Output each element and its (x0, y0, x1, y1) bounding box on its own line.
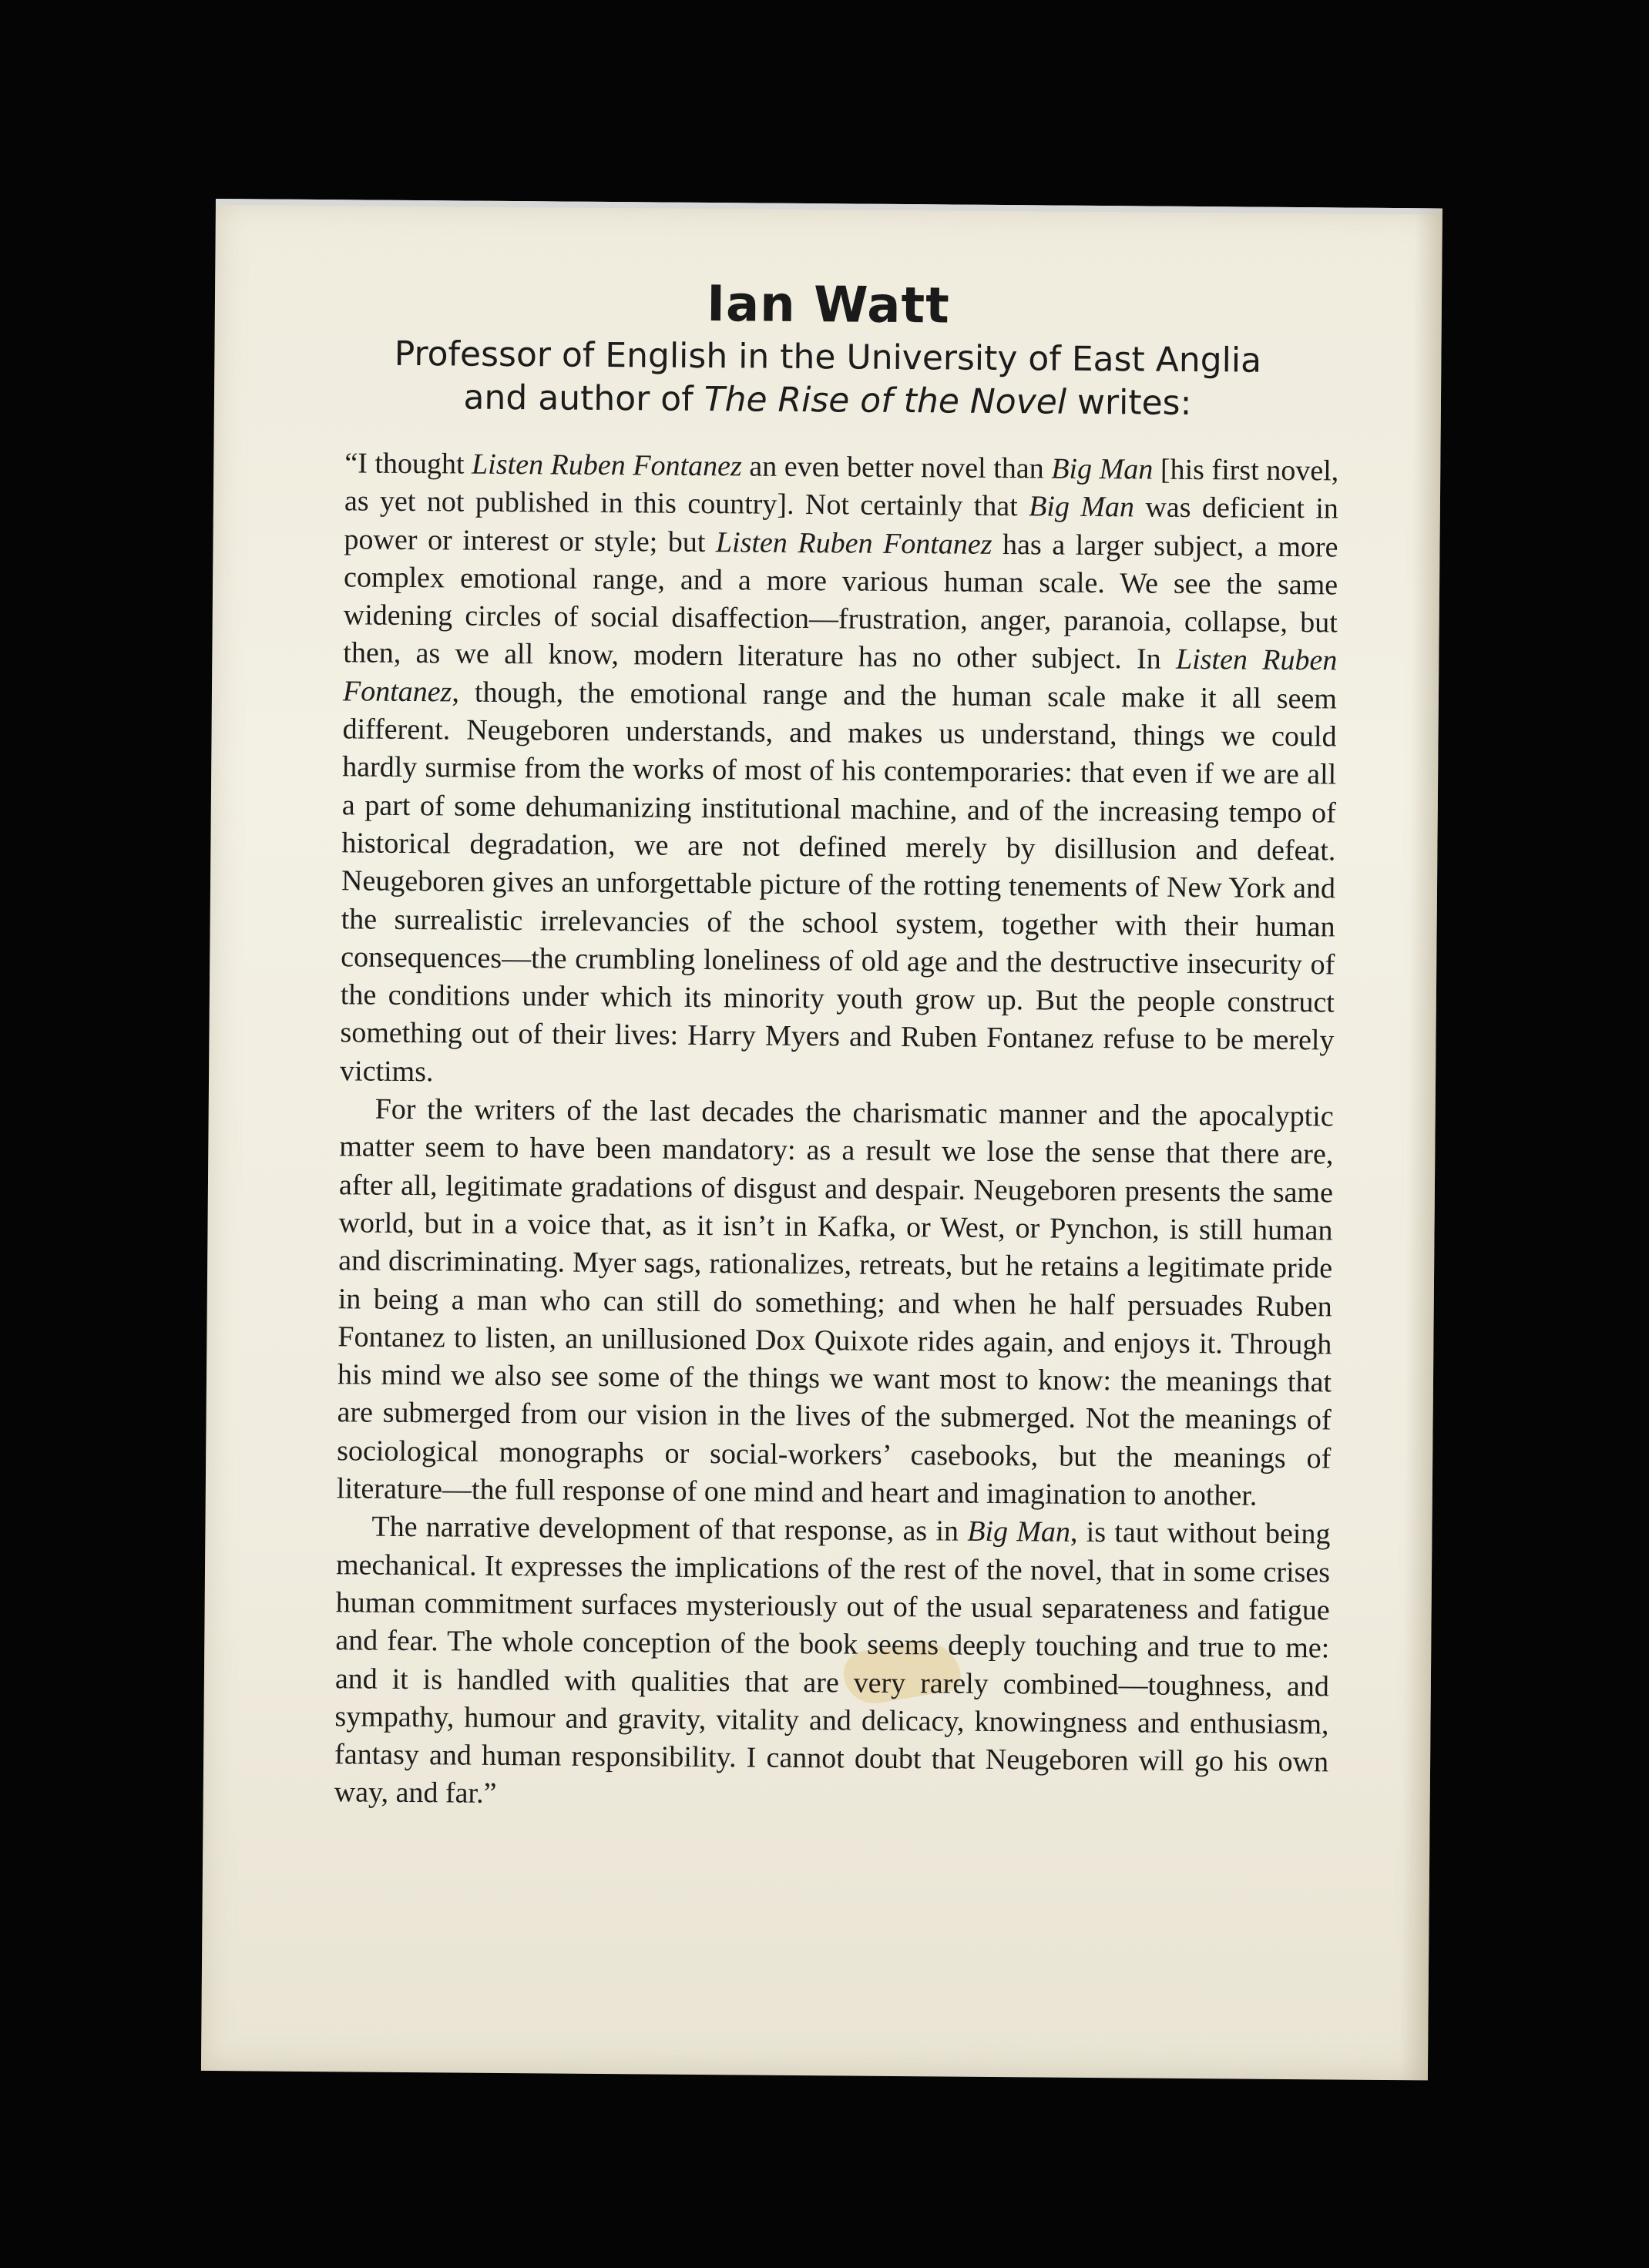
author-credential (214, 331, 1442, 427)
book-title-italic: Listen Ruben Fontanez (715, 525, 992, 561)
dust-jacket-back (201, 199, 1442, 2080)
quote-text: has a larger subject, a more complex emotional range, and a more various human scale. We see the same widening circles of social disaffection—frustration, anger, paranoia, collapse, but then, as we all know, modern literature has no other subject. In (343, 528, 1338, 676)
credential-suffix: writes: (1066, 382, 1192, 423)
credential-line-1: Professor of English in the University of East Anglia (394, 334, 1262, 381)
jacket-top-edge (216, 199, 1442, 215)
book-title-italic: Listen Ruben Fontanez (342, 643, 1338, 709)
author-name: Ian Watt (706, 276, 950, 335)
quote-paragraph-3 (334, 1508, 1331, 1820)
quote-paragraph-1 (340, 445, 1339, 1098)
quote-text: “I thought (344, 447, 472, 481)
book-title-italic: Big Man (1051, 452, 1154, 486)
credential-prefix: and author of (463, 377, 704, 419)
jacket-spine-edge (1400, 208, 1442, 2080)
quote-text: The narrative development of that response, as in (371, 1510, 968, 1548)
quote-text: , though, the emotional range and the human scale make it all seem different. Neugeboren understands, and makes us understand, things we could hardly surmise from the works of most of his contemporaries: that even if we are all a part of some dehumanizing institutional machine, and of the increasing tempo of historical degradation, we are not defined merely by disillusion and defeat. Neugeboren gives an unforgettable picture of the rotting tenements of New York and the surrealistic irrelevancies of the school system, together with their human consequences—the crumbling loneliness of old age and the destructive insecurity of the conditions under which its minority youth grow up. But the people construct something out of their lives: Harry Myers and Ruben Fontanez refuse to be merely victims. (339, 676, 1338, 1089)
quote-text: , is taut without being mechanical. It expresses the implications of the rest of the novel, that in some crises human commitment surfaces mysteriously out of the usual separateness and fatigue and fear. The whole conception of the book seems deeply touching and true to me: and it is handled with qualities that are very rarely combined—toughness, and sympathy, humour and gravity, vitality and delicacy, knowingness and enthusiasm, fantasy and human responsibility. I cannot doubt that Neugeboren will go his own way, and far.” (334, 1516, 1331, 1810)
book-title-italic: Big Man (967, 1515, 1071, 1549)
review-quote (334, 445, 1339, 1820)
quote-text: was deficient in power or interest or style; but (344, 491, 1339, 559)
quote-text: [his first novel, as yet not published in this country]. Not certainly that (344, 453, 1339, 523)
book-title-italic: Listen Ruben Fontanez (471, 448, 742, 483)
book-title-italic: Big Man (1028, 490, 1135, 524)
quote-paragraph-2: For the writers of the last decades the charismatic manner and the apocalyptic matter seem to have been mandatory: as a result we lose the sense that there are, after all, legitimate gradations of disgust and despair. Neugeboren presents the same world, but in a voice that, as it isn’t in Kafka, or West, or Pynchon, is still human and discriminating. Myer sags, rationalizes, retreats, but he retains a legitimate pride in being a man who can still do something; and when he half persuades Ruben Fontanez to listen, an unillusioned Dox Quixote rides again, and enjoys it. Through his mind we also see some of the things we want most to know: the meanings that are submerged from our vision in the lives of the submerged. Not the meanings of sociological monographs or social-workers’ casebooks, but the meanings of literature—the full response of one mind and heart and imagination to another. (336, 1092, 1334, 1512)
quote-text: an even better novel than (741, 450, 1052, 485)
credential-book-title: The Rise of the Novel (704, 379, 1067, 422)
